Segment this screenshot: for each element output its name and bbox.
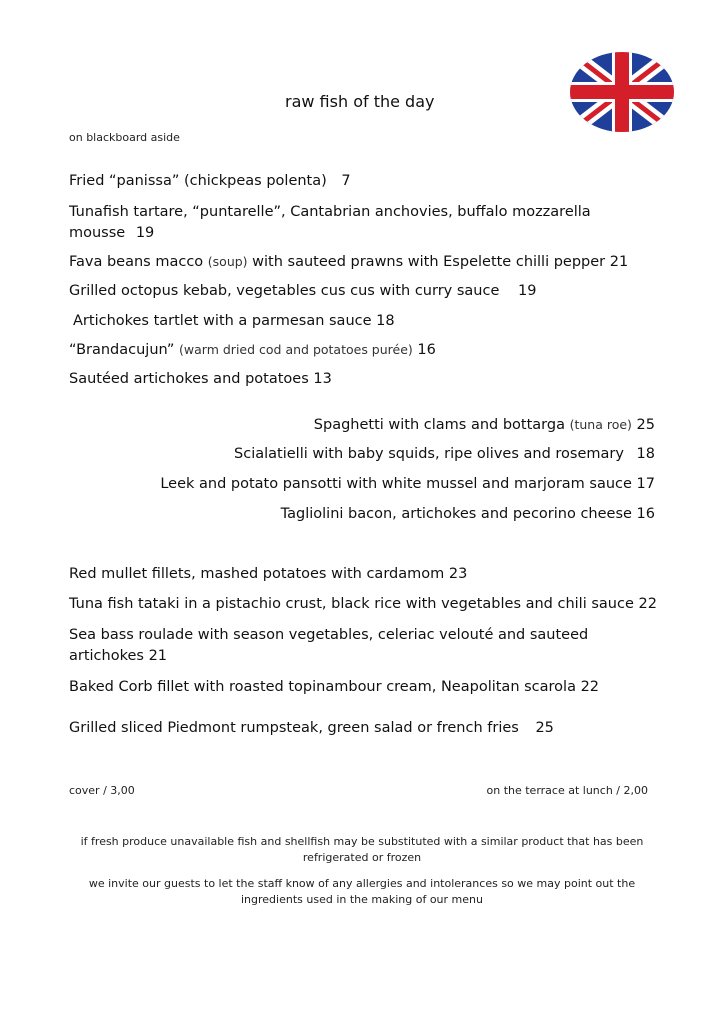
menu-item [69, 625, 599, 667]
menu-item [69, 566, 467, 582]
item-price: 23 [448, 566, 468, 582]
item-price: 18 [636, 446, 655, 462]
item-price: 7 [341, 173, 351, 189]
item-price: 25 [636, 417, 655, 433]
item-name: Grilled octopus kebab, vegetables cus cus with curry sauce [69, 283, 500, 299]
item-price: 19 [517, 283, 537, 299]
menu-item [69, 202, 629, 244]
item-name: Fried “panissa” (chickpeas polenta) [69, 173, 327, 189]
item-price: 21 [609, 254, 629, 270]
menu-item [69, 254, 628, 270]
item-price: 13 [313, 371, 332, 387]
menu-item [69, 596, 657, 612]
item-name: Leek and potato pansotti with white mussel and marjoram sauce [160, 476, 632, 492]
menu-item [69, 173, 351, 189]
item-name: Tuna fish tataki in a pistachio crust, black rice with vegetables and chili sauce [69, 596, 634, 612]
item-price: 16 [417, 342, 436, 358]
item-price: 17 [636, 476, 655, 492]
item-name: Sautéed artichokes and potatoes [69, 371, 309, 387]
item-name: Sea bass roulade with season vegetables, celeriac velouté and sauteed artichokes [69, 627, 589, 664]
terrace-charge: on the terrace at lunch / 2,00 [486, 784, 648, 797]
item-note: (soup) [207, 254, 248, 269]
menu-item [73, 313, 395, 329]
menu-item [69, 679, 599, 695]
item-name: Red mullet fillets, mashed potatoes with cardamom [69, 566, 445, 582]
item-price: 22 [638, 596, 657, 612]
item-price: 21 [148, 648, 168, 664]
item-price: 25 [535, 720, 554, 736]
item-note: (tuna roe) [569, 417, 632, 432]
uk-flag-icon [570, 52, 674, 132]
menu-item [69, 720, 554, 736]
item-name-cont: with sauteed prawns with Espelette chilli pepper [252, 254, 606, 270]
menu-item [160, 476, 655, 492]
item-name: “Brandacujun” [69, 342, 175, 358]
item-name: Tunafish tartare, “puntarelle”, Cantabrian anchovies, buffalo mozzarella mousse [69, 204, 591, 241]
page-title: raw fish of the day [285, 92, 435, 111]
item-price: 18 [376, 313, 395, 329]
menu-item [281, 506, 655, 522]
item-price: 22 [580, 679, 600, 695]
menu-item [69, 371, 332, 387]
item-name: Tagliolini bacon, artichokes and pecorino cheese [280, 506, 632, 522]
allergy-notice: we invite our guests to let the staff know of any allergies and intolerances so we may point out the ingredients used in the making of our menu [88, 877, 636, 906]
item-name: Artichokes tartlet with a parmesan sauce [73, 313, 372, 329]
menu-item [69, 342, 436, 358]
subtitle: on blackboard aside [69, 131, 180, 144]
item-price: 19 [135, 225, 155, 241]
item-name: Baked Corb fillet with roasted topinambour cream, Neapolitan scarola [69, 679, 576, 695]
item-name: Fava beans macco [69, 254, 204, 270]
menu-item [314, 417, 655, 433]
item-name: Spaghetti with clams and bottarga [313, 417, 565, 433]
item-name: Grilled sliced Piedmont rumpsteak, green salad or french fries [69, 720, 519, 736]
menu-item [234, 446, 655, 462]
cover-charge: cover / 3,00 [69, 784, 135, 797]
item-note: (warm dried cod and potatoes purée) [179, 342, 413, 357]
menu-item [69, 283, 536, 299]
produce-notice: if fresh produce unavailable fish and shellfish may be substituted with a similar product that has been refrigerated or frozen [80, 835, 644, 864]
item-price: 16 [636, 506, 655, 522]
item-name: Scialatielli with baby squids, ripe olives and rosemary [234, 446, 624, 462]
